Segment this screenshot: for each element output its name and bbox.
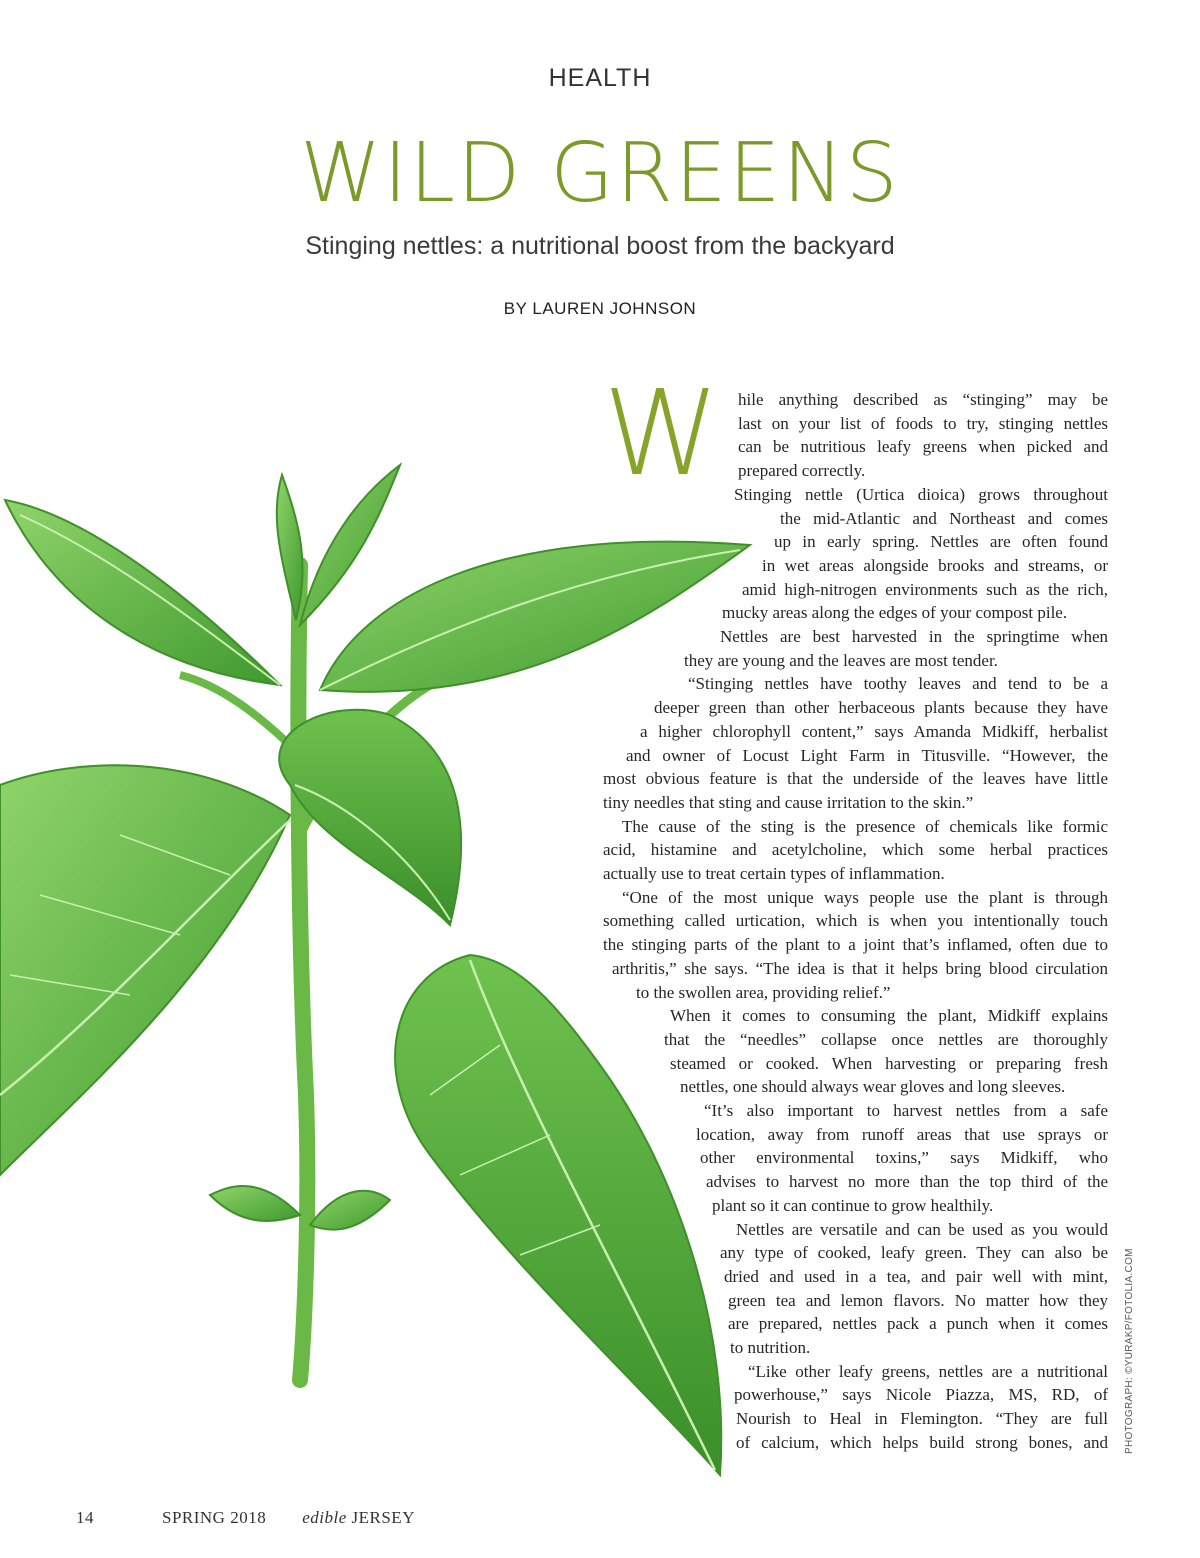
article-line: they are young and the leaves are most tender. (684, 650, 998, 670)
article-line: dried and used in a tea, and pair well with mint, (724, 1266, 1108, 1286)
article-line: Nourish to Heal in Flemington. “They are full (736, 1409, 1108, 1429)
article-line: of calcium, which helps build strong bones, and (736, 1432, 1108, 1452)
article-line: up in early spring. Nettles are often found (774, 532, 1108, 552)
subtitle: Stinging nettles: a nutritional boost from the backyard (305, 232, 895, 260)
article-line: something called urtication, which is when you intentionally touch (603, 911, 1108, 931)
article-line: and owner of Locust Light Farm in Titusville. “However, the (626, 745, 1108, 765)
article-line: to nutrition. (730, 1338, 811, 1357)
article-line: location, away from runoff areas that use sprays or (696, 1124, 1108, 1144)
page-footer (76, 1508, 415, 1528)
article-line: most obvious feature is that the underside of the leaves have little (603, 769, 1108, 789)
article-line: prepared correctly. (738, 461, 866, 481)
magazine-name: JERSEY (351, 1508, 415, 1527)
article-line: in wet areas alongside brooks and streams, or (762, 555, 1108, 575)
article-line: acid, histamine and acetylcholine, which some herbal practices (603, 840, 1108, 860)
article-line: any type of cooked, leafy green. They can also be (720, 1243, 1108, 1263)
article-line: to the swollen area, providing relief.” (636, 982, 891, 1002)
byline: BY LAUREN JOHNSON (503, 299, 697, 318)
article-line: other environmental toxins,” says Midkiff, who (700, 1148, 1108, 1168)
article-line: “Like other leafy greens, nettles are a nutritional (748, 1361, 1108, 1381)
article-line: tiny needles that sting and cause irritation to the skin.” (603, 792, 974, 812)
article-line: amid high-nitrogen environments such as the rich, (742, 579, 1108, 599)
article-line: the mid-Atlantic and Northeast and comes (780, 508, 1108, 528)
article-line: plant so it can continue to grow healthily. (712, 1195, 994, 1215)
article-line: the stinging parts of the plant to a joint that’s inflamed, often due to (603, 935, 1108, 955)
article-line: nettles, one should always wear gloves and long sleeves. (680, 1077, 1066, 1097)
magazine-name-italic: edible (302, 1508, 347, 1527)
article-line: powerhouse,” says Nicole Piazza, MS, RD, of (734, 1385, 1108, 1405)
article-line: advises to harvest no more than the top third of the (706, 1172, 1108, 1192)
article-line: Nettles are best harvested in the springtime when (720, 627, 1108, 646)
article-line: Nettles are versatile and can be used as you would (736, 1219, 1108, 1239)
article-line: “Stinging nettles have toothy leaves and tend to be a (688, 674, 1108, 694)
article-line: steamed or cooked. When harvesting or preparing fresh (670, 1053, 1108, 1073)
article-line: can be nutritious leafy greens when picked and (738, 437, 1108, 457)
article-line: hile anything described as “stinging” may be (738, 390, 1108, 409)
article-line: mucky areas along the edges of your compost pile. (722, 603, 1068, 623)
article-line: last on your list of foods to try, stinging nettles (738, 413, 1108, 433)
article-line: Stinging nettle (Urtica dioica) grows throughout (734, 484, 1108, 504)
article-line: a higher chlorophyll content,” says Amanda Midkiff, herbalist (640, 721, 1108, 741)
page-number: 14 (76, 1508, 94, 1527)
article-line: that the “needles” collapse once nettles are thoroughly (664, 1029, 1108, 1049)
section-label: HEALTH (548, 64, 652, 92)
article-line: green tea and lemon flavors. No matter how they (728, 1290, 1108, 1310)
article-line: actually use to treat certain types of inflammation. (603, 864, 945, 883)
issue-date: SPRING 2018 (162, 1508, 267, 1527)
article-line: When it comes to consuming the plant, Midkiff explains (670, 1006, 1108, 1026)
page-title: WILD GREENS (300, 126, 900, 221)
article-line: arthritis,” she says. “The idea is that it helps bring blood circulation (612, 958, 1108, 978)
photo-credit: PHOTOGRAPH: ©YURAKP/FOTOLIA.COM (1124, 1248, 1135, 1454)
article-line: “One of the most unique ways people use the plant is through (622, 887, 1108, 907)
drop-cap: W (603, 364, 720, 502)
article-line: deeper green than other herbaceous plants because they have (654, 698, 1108, 718)
article-line: are prepared, nettles pack a punch when it comes (728, 1314, 1108, 1334)
article-line: “It’s also important to harvest nettles from a safe (704, 1101, 1108, 1120)
article-line: The cause of the sting is the presence of chemicals like formic (622, 816, 1108, 836)
